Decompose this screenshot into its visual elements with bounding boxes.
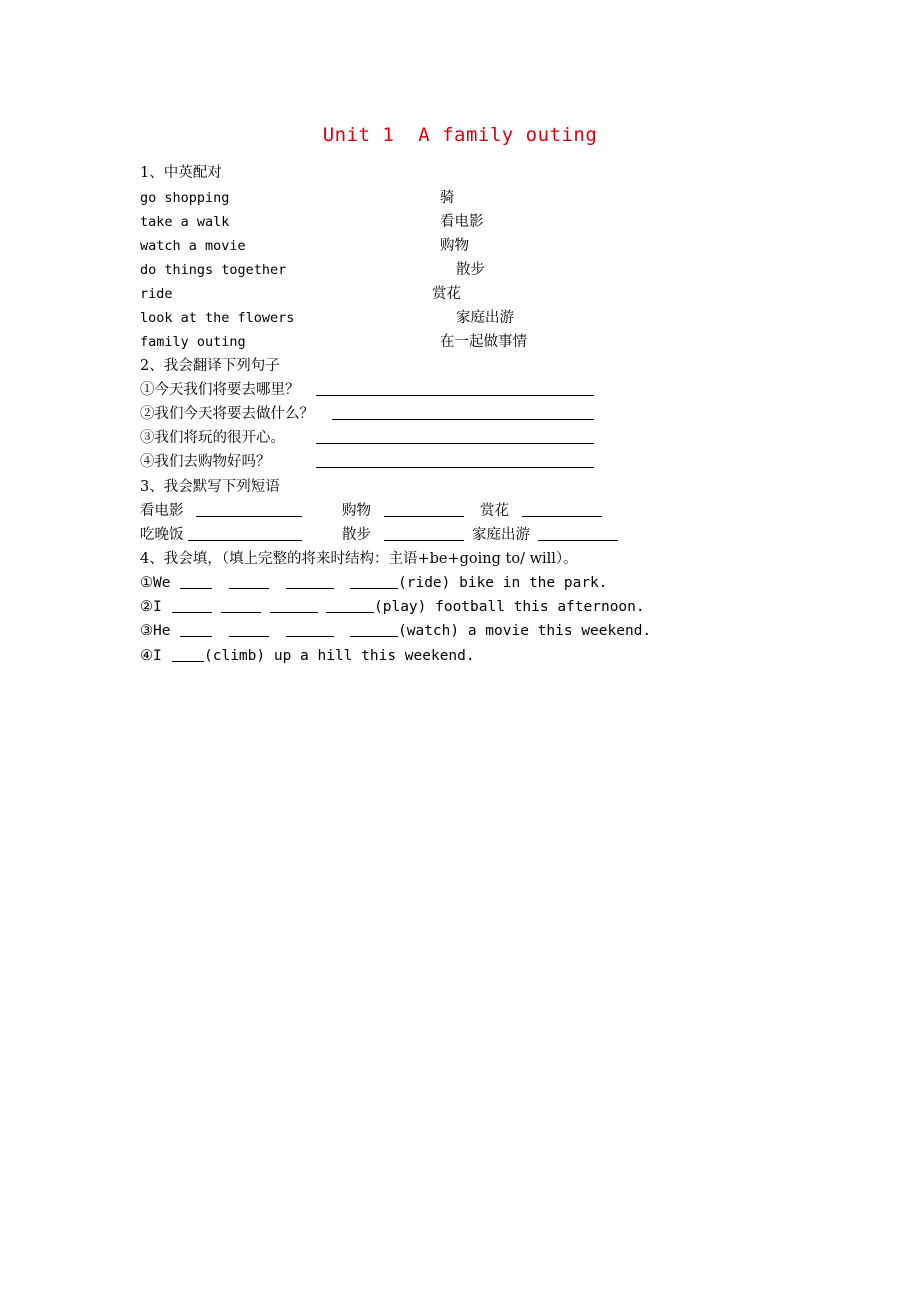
section2-heading: 2、我会翻译下列句子 (140, 358, 280, 374)
fill-item-4-blank-1[interactable] (172, 647, 204, 662)
phrase-answer-6[interactable] (538, 526, 618, 541)
match-english-3: watch a movie (140, 238, 246, 254)
match-chinese-7: 在一起做事情 (440, 334, 527, 350)
match-english-4: do things together (140, 262, 287, 278)
fill-item-3-blank-3[interactable] (286, 622, 334, 637)
fill-item-1-blank-1[interactable] (180, 574, 212, 589)
section4-heading: 4、我会填，（填上完整的将来时结构：主语+be+going to/ will）。 (140, 551, 578, 567)
match-english-6: look at the flowers (140, 310, 295, 326)
phrase-label-3: 赏花 (480, 503, 509, 519)
fill-item-3-blank-2[interactable] (229, 622, 269, 637)
fill-item-1-blank-3[interactable] (286, 574, 334, 589)
translate-answer-2[interactable] (332, 405, 594, 420)
phrase-label-1: 看电影 (140, 503, 184, 519)
match-chinese-6: 家庭出游 (456, 310, 514, 326)
match-chinese-2: 看电影 (440, 214, 484, 230)
fill-item-3-prefix: ③He (140, 623, 171, 639)
fill-item-4-prefix: ④I (140, 648, 162, 664)
fill-item-4-suffix: (climb) up a hill this weekend. (204, 648, 475, 664)
translate-item-4: ④我们去购物好吗？ (140, 454, 271, 470)
section3-heading: 3、我会默写下列短语 (140, 479, 280, 495)
fill-item-2-blank-1[interactable] (172, 598, 212, 613)
fill-item-2-prefix: ②I (140, 599, 162, 615)
translate-answer-1[interactable] (316, 381, 594, 396)
section1-heading: 1、中英配对 (140, 165, 222, 181)
match-english-7: family outing (140, 334, 246, 350)
fill-item-1-blank-4[interactable] (350, 574, 398, 589)
phrase-answer-5[interactable] (384, 526, 464, 541)
translate-item-2: ②我们今天将要去做什么？ (140, 406, 314, 422)
match-english-2: take a walk (140, 214, 230, 230)
match-chinese-4: 散步 (456, 262, 485, 278)
match-english-1: go shopping (140, 190, 230, 206)
phrase-label-5: 散步 (342, 527, 371, 543)
fill-item-2-suffix: (play) football this afternoon. (374, 599, 645, 615)
phrase-answer-1[interactable] (196, 502, 302, 517)
match-english-5: ride (140, 286, 173, 302)
match-chinese-5: 赏花 (432, 286, 461, 302)
fill-item-2-blank-2[interactable] (221, 598, 261, 613)
translate-answer-3[interactable] (316, 429, 594, 444)
translate-item-1: ①今天我们将要去哪里？ (140, 382, 300, 398)
phrase-label-2: 购物 (342, 503, 371, 519)
fill-item-2-blank-3[interactable] (270, 598, 318, 613)
match-chinese-3: 购物 (440, 238, 469, 254)
phrase-answer-2[interactable] (384, 502, 464, 517)
phrase-answer-4[interactable] (188, 526, 302, 541)
fill-item-1-prefix: ①We (140, 575, 171, 591)
phrase-answer-3[interactable] (522, 502, 602, 517)
translate-item-3: ③我们将玩的很开心。 (140, 430, 285, 446)
fill-item-3-suffix: (watch) a movie this weekend. (398, 623, 652, 639)
page-title: Unit 1 A family outing (322, 124, 598, 146)
fill-item-1-suffix: (ride) bike in the park. (398, 575, 608, 591)
phrase-label-4: 吃晚饭 (140, 527, 184, 543)
fill-item-1-blank-2[interactable] (229, 574, 269, 589)
phrase-label-6: 家庭出游 (472, 527, 530, 543)
translate-answer-4[interactable] (316, 453, 594, 468)
match-chinese-1: 骑 (440, 190, 455, 206)
fill-item-2-blank-4[interactable] (326, 598, 374, 613)
fill-item-3-blank-4[interactable] (350, 622, 398, 637)
fill-item-3-blank-1[interactable] (180, 622, 212, 637)
